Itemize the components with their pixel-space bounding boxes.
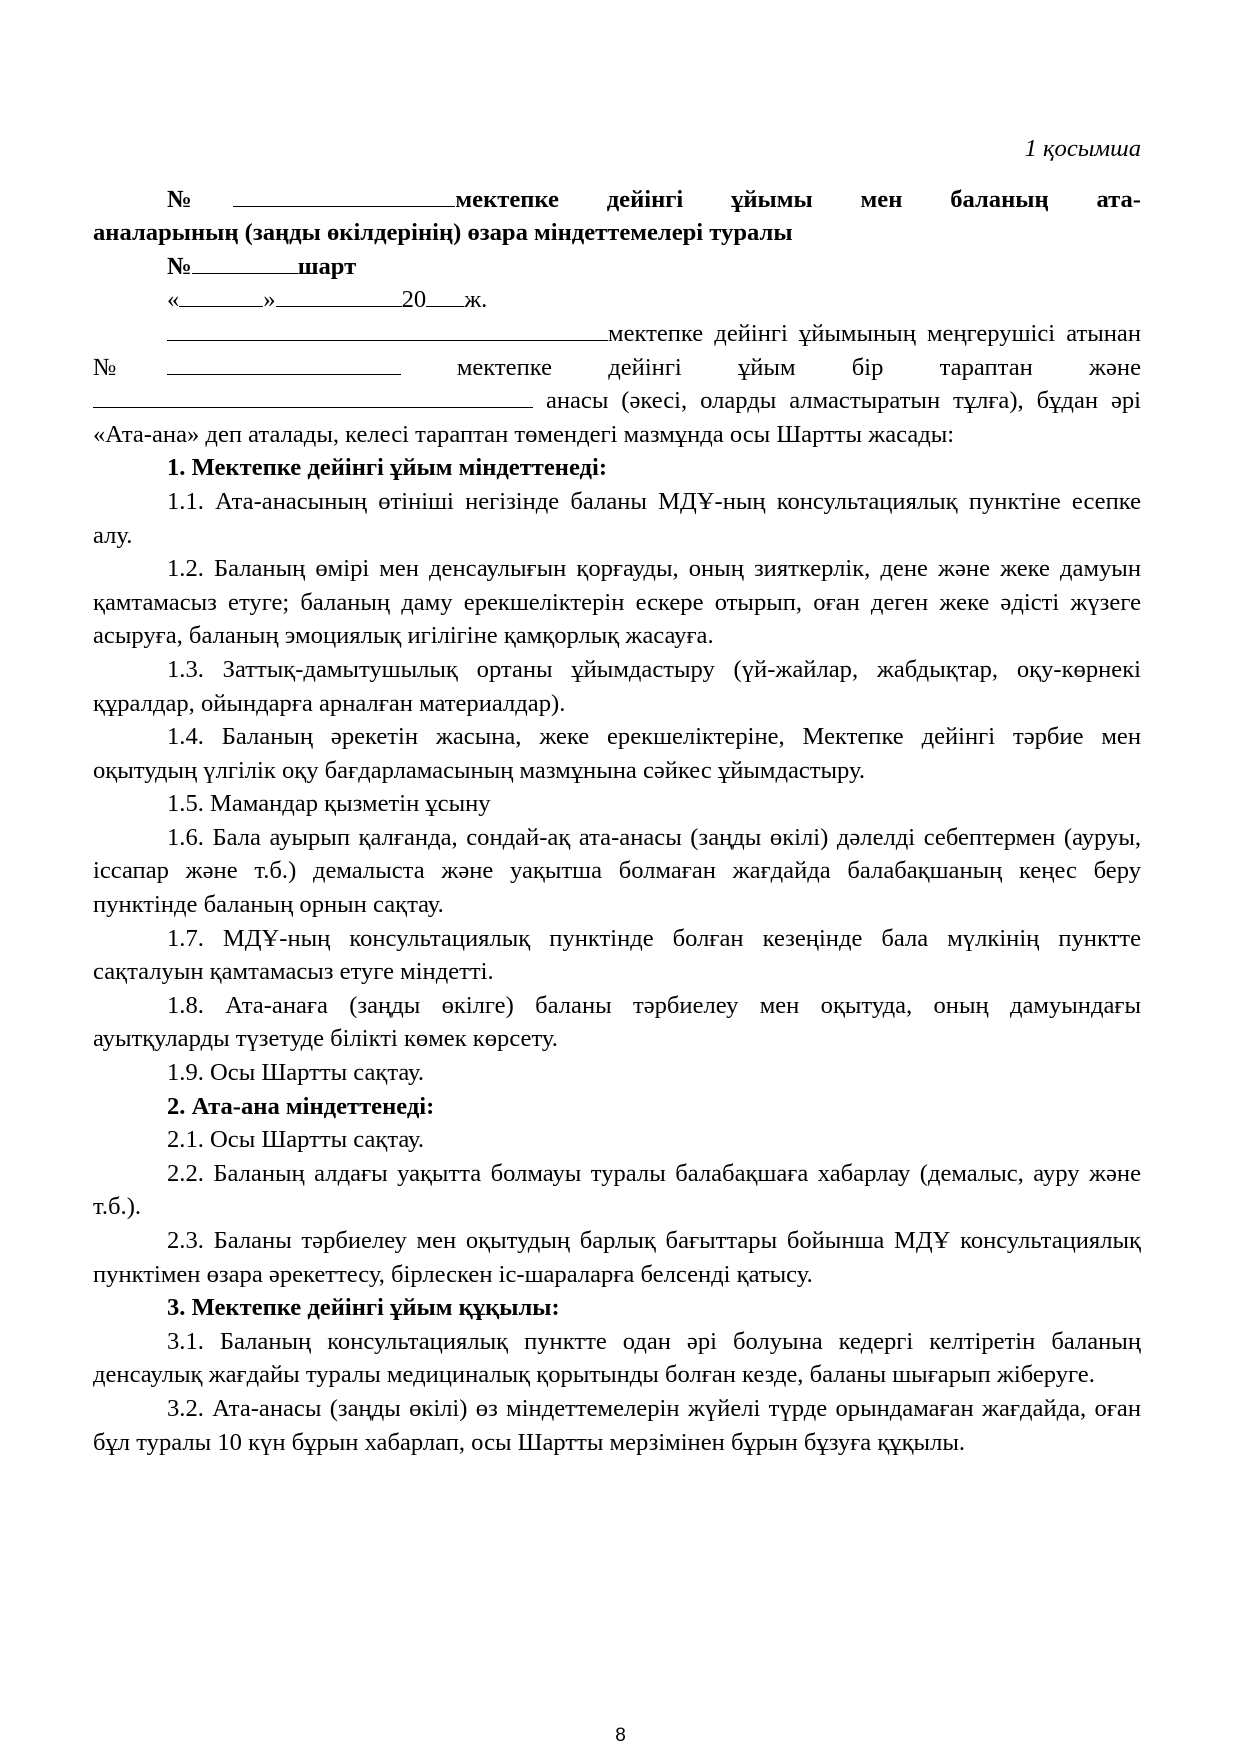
- contract-word: шарт: [297, 252, 357, 280]
- contract-number-sign: №: [167, 252, 192, 280]
- date-quote-close: »: [263, 286, 276, 314]
- parent-name-blank: [93, 385, 533, 408]
- clause-1-9: 1.9. Осы Шартты сақтау.: [167, 1059, 425, 1087]
- annex-label: 1 қосымша: [1024, 135, 1141, 162]
- organization-number-blank: [167, 352, 401, 375]
- title-line-2: аналарының (заңды өкілдерінің) өзара міндеттемелері туралы: [93, 219, 793, 247]
- clause-1-3: 1.3. Заттық-дамытушылық ортаны ұйымдастыру (үй-жайлар, жабдықтар, оқу-көрнекі құралдар, ойындарға арналған материалдар).: [93, 655, 1141, 717]
- date-line: [93, 283, 1141, 317]
- clause-2-3: 2.3. Баланы тәрбиелеу мен оқытудың барлық бағыттары бойынша МДҰ консультациялық пунктімен өзара әрекеттесу, бірлескен іс-шараларға белсенді қатысу.: [93, 1227, 1141, 1288]
- clause-2-2: 2.2. Баланың алдағы уақытта болмауы туралы балабақшаға хабарлау (демалыс, ауру және т.б.).: [93, 1159, 1141, 1221]
- year-suffix: ж.: [464, 286, 488, 314]
- clause-1-8: 1.8. Ата-анаға (заңды өкілге) баланы тәрбиелеу мен оқытуда, оның дамуындағы ауытқуларды түзетуде білікті көмек көрсету.: [93, 991, 1141, 1053]
- contract-title: [93, 250, 1141, 284]
- organization-name-blank: [167, 318, 608, 341]
- preamble-part-2: мектепке дейінгі ұйым бір тараптан және: [456, 353, 1141, 381]
- clause-1-2: 1.2. Баланың өмірі мен денсаулығын қорғауды, оның зияткерлік, дене және жеке дамуын қамтамасыз етуге; баланың даму ерекшеліктерін ескере отырып, оған деген жеке әдісті жүзеге асыруға, баланың эмоциялық игілігіне қамқорлық жасауға.: [93, 555, 1141, 650]
- section-3-heading: 3. Мектепке дейінгі ұйым құқылы:: [167, 1294, 560, 1322]
- clause-3-1: 3.1. Баланың консультациялық пунктте одан әрі болуына кедергі келтіретін баланың денсаулық жағдайы туралы медициналық қорытынды болған кезде, баланы шығарып жіберуге.: [93, 1327, 1141, 1389]
- section-2-heading: 2. Ата-ана міндеттенеді:: [167, 1092, 435, 1120]
- year-blank: [426, 284, 464, 307]
- month-blank: [276, 284, 402, 307]
- title-number-sign: №: [167, 185, 234, 213]
- page-number: 8: [615, 1725, 626, 1746]
- date-quote-open: «: [167, 286, 180, 314]
- year-prefix: 20: [401, 286, 427, 314]
- day-blank: [179, 284, 263, 307]
- title-text-1: мектепке дейінгі ұйымы мен баланың ата-: [455, 185, 1141, 213]
- clause-1-1: 1.1. Ата-анасының өтініші негізінде баланы МДҰ-ның консультациялық пунктіне есепке алу.: [93, 487, 1141, 549]
- clause-1-5: 1.5. Мамандар қызметін ұсыну: [167, 790, 491, 818]
- clause-3-2: 3.2. Ата-анасы (заңды өкілі) өз міндеттемелерін жүйелі түрде орындамаған жағдайда, оған бұл туралы 10 күн бұрын хабарлап, осы Шартты мерзімінен бұрын бұзуға құқылы.: [93, 1394, 1141, 1456]
- clause-2-1: 2.1. Осы Шартты сақтау.: [167, 1126, 425, 1154]
- preamble-part-1: мектепке дейінгі ұйымының меңгерушісі атынан №: [93, 319, 1141, 381]
- clause-1-4: 1.4. Баланың әрекетін жасына, жеке ерекшеліктеріне, Мектепке дейінгі тәрбие мен оқытудың үлгілік оқу бағдарламасының мазмұнына сәйкес ұйымдастыру.: [93, 723, 1141, 784]
- title-number-blank: [233, 184, 455, 207]
- preamble: [93, 317, 1141, 451]
- contract-number-blank: [192, 251, 298, 274]
- section-1-heading: 1. Мектепке дейінгі ұйым міндеттенеді:: [167, 454, 608, 482]
- clause-1-6: 1.6. Бала ауырып қалғанда, сондай-ақ ата-анасы (заңды өкілі) дәлелді себептермен (ауруы, іссапар және т.б.) демалыста және уақытша болмаған жағдайда балабақшаның кеңес беру пунктінде баланың орнын сақтау.: [93, 823, 1141, 919]
- title-line-1: [93, 183, 1141, 217]
- document-page: [93, 132, 1141, 1459]
- clause-1-7: 1.7. МДҰ-ның консультациялық пунктінде болған кезеңінде бала мүлкінің пунктте сақталуын қамтамасыз етуге міндетті.: [93, 924, 1141, 986]
- preamble-part-3: анасы (әкесі, оларды алмастыратын тұлға), бұдан әрі «Ата-ана» деп аталады, келесі тараптан төмендегі мазмұнда осы Шартты жасады:: [93, 387, 1141, 448]
